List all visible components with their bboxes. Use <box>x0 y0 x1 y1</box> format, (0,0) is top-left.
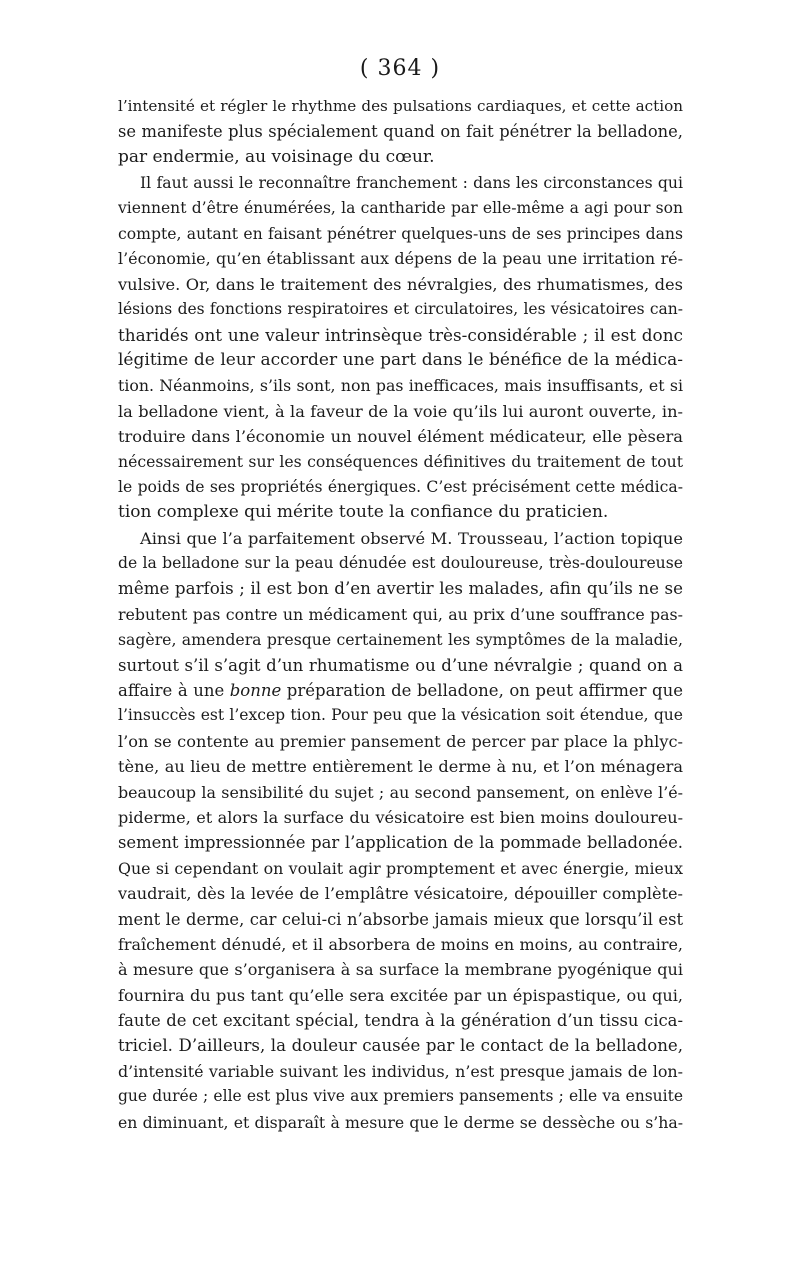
text-line: gue durée ; elle est plus vive aux premiers pansements ; elle va ensuite <box>118 1087 683 1106</box>
text-line: Ainsi que l’a parfaitement observé M. Trousseau, l’action topique <box>140 528 683 548</box>
text-line: l’on se contente au premier pansement de percer par place la phlyc- <box>118 731 683 751</box>
body-text <box>118 94 683 1135</box>
text-line: compte, autant en faisant pénétrer quelques-uns de ses principes dans <box>118 223 683 243</box>
text-line: fraîchement dénudé, et il absorbera de moins en moins, au contraire, <box>118 934 683 954</box>
text-line: sagère, amendera presque certainement les symptômes de la maladie, <box>118 630 683 650</box>
text-line: la belladone vient, à la faveur de la voie qu’ils lui auront ouverte, in- <box>118 401 683 421</box>
text-line: lésions des fonctions respiratoires et circulatoires, les vésicatoires can- <box>118 300 683 319</box>
text-line: l’insuccès est l’excep tion. Pour peu que la vésication soit étendue, que <box>118 706 683 725</box>
text-line: tion. Néanmoins, s’ils sont, non pas inefficaces, mais insuffisants, et si <box>118 376 683 396</box>
text-line: ment le derme, car celui-ci n’absorbe jamais mieux que lorsqu’il est <box>118 909 683 929</box>
text-line: même parfois ; il est bon d’en avertir les malades, afin qu’ils ne se <box>118 579 683 599</box>
text-line: viennent d’être énumérées, la cantharide par elle-même a agi pour son <box>118 198 683 217</box>
text-line: sement impressionnée par l’application de la pommade belladonée. <box>118 833 683 853</box>
text-line: vaudrait, dès la levée de l’emplâtre vésicatoire, dépouiller complète- <box>118 884 683 904</box>
text-line: d’intensité variable suivant les individus, n’est presque jamais de lon- <box>118 1061 683 1081</box>
text-line: piderme, et alors la surface du vésicatoire est bien moins douloureu- <box>118 807 683 827</box>
text-line: faute de cet excitant spécial, tendra à la génération d’un tissu cica- <box>118 1011 683 1031</box>
text-line: Il faut aussi le reconnaître franchement : dans les circonstances qui <box>140 173 683 193</box>
text-line: en diminuant, et disparaît à mesure que le derme se dessèche ou s’ha- <box>118 1112 683 1132</box>
text-line: tion complexe qui mérite toute la confiance du praticien. <box>118 502 609 523</box>
text-line: légitime de leur accorder une part dans le bénéfice de la médica- <box>118 349 683 370</box>
text-line: troduire dans l’économie un nouvel élément médicateur, elle pèsera <box>118 427 683 447</box>
text-line: surtout s’il s’agit d’un rhumatisme ou d’une névralgie ; quand on a <box>118 655 683 675</box>
text-line: triciel. D’ailleurs, la douleur causée par le contact de la belladone, <box>118 1036 683 1056</box>
text-line: Que si cependant on voulait agir promptement et avec énergie, mieux <box>118 858 683 878</box>
text-segment: affaire à une <box>118 680 225 700</box>
page-number: ( 364 ) <box>359 56 441 81</box>
text-line: l’intensité et régler le rhythme des pulsations cardiaques, et cette action <box>118 97 683 115</box>
text-segment: préparation de belladone, on peut affirmer que <box>286 680 683 700</box>
text-line: fournira du pus tant qu’elle sera excitée par un épispastique, ou qui, <box>118 985 683 1005</box>
text-line: tharidés ont une valeur intrinsèque très-considérable ; il est donc <box>118 324 683 345</box>
text-line: rebutent pas contre un médicament qui, au prix d’une souffrance pas- <box>118 604 683 624</box>
emphasis-text: bonne <box>229 680 282 700</box>
text-line: l’économie, qu’en établissant aux dépens de la peau une irritation ré- <box>118 249 683 269</box>
text-line: beaucoup la sensibilité du sujet ; au second pansement, on enlève l’é- <box>118 782 683 802</box>
text-line: par endermie, au voisinage du cœur. <box>118 146 435 167</box>
text-line: se manifeste plus spécialement quand on fait pénétrer la belladone, <box>118 122 683 142</box>
text-line: tène, au lieu de mettre entièrement le derme à nu, et l’on ménagera <box>118 757 683 777</box>
text-line-mixed <box>118 678 683 703</box>
text-line: nécessairement sur les conséquences définitives du traitement de tout <box>118 452 683 472</box>
text-line: à mesure que s’organisera à sa surface la membrane pyogénique qui <box>118 960 683 980</box>
text-line: vulsive. Or, dans le traitement des névralgies, des rhumatismes, des <box>118 274 683 294</box>
text-line: le poids de ses propriétés énergiques. C’est précisément cette médica- <box>118 477 683 496</box>
text-line: de la belladone sur la peau dénudée est douloureuse, très-douloureuse <box>118 554 683 573</box>
